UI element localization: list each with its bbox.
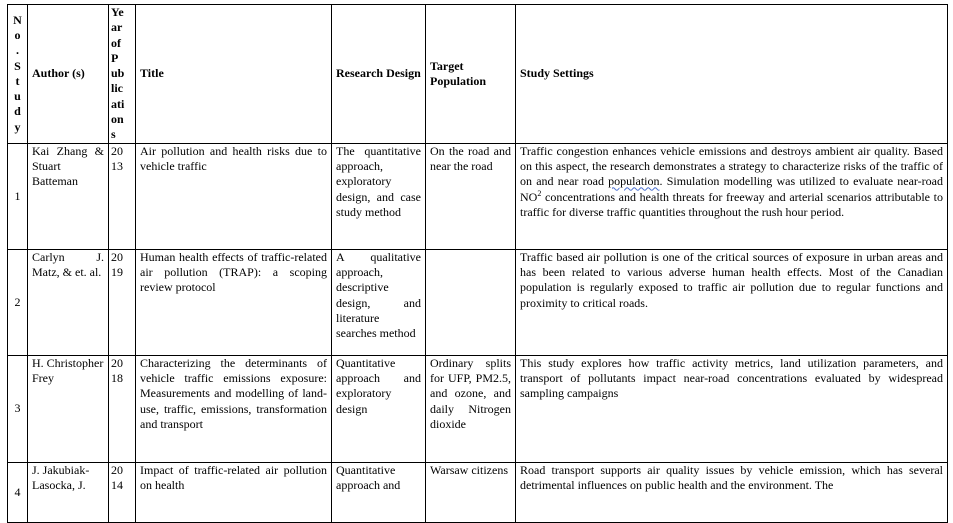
year-part: 19 xyxy=(111,264,123,279)
year-part: 18 xyxy=(111,370,123,385)
design-cell: Quantitative approach and xyxy=(332,462,426,522)
author-cell: J. Jakubiak-Lasocka, J. xyxy=(28,462,109,522)
year-part: 20 xyxy=(111,355,123,370)
header-title: Title xyxy=(136,5,332,144)
title-cell: Human health effects of traffic-related air pollution (TRAP): a scoping review protocol xyxy=(136,249,332,355)
header-no-study-char: S xyxy=(14,58,21,73)
design-cell: A qualitative approach, descriptive design, and literature searches method xyxy=(332,249,426,355)
spellcheck-word: population xyxy=(608,174,660,189)
header-year-chunk: P xyxy=(111,50,119,65)
header-year-chunk: ar xyxy=(111,20,123,35)
header-year-chunk: ati xyxy=(111,96,125,111)
population-cell: On the road and near the road xyxy=(426,143,516,249)
year-part: 20 xyxy=(111,143,123,158)
header-no-study-char: o xyxy=(14,27,21,42)
design-cell: Quantitative approach and exploratory design xyxy=(332,355,426,462)
study-number: 1 xyxy=(8,143,28,249)
settings-text: Traffic congestion enhances vehicle emissions and destroys ambient air quality. Based on this aspect, the research demonstrates a strategy to characterize risks of the traffic of on and near road xyxy=(520,143,943,189)
header-year-chunk: of xyxy=(111,35,121,50)
population-cell: Warsaw citizens xyxy=(426,462,516,522)
year-cell xyxy=(109,355,136,462)
header-year-chunk: lic xyxy=(111,81,123,96)
study-number: 2 xyxy=(8,249,28,355)
header-year-chunk: s xyxy=(111,127,116,142)
header-target-population: Target Population xyxy=(426,5,516,144)
author-cell: Kai Zhang & Stuart Batteman xyxy=(28,143,109,249)
header-no-study-char: u xyxy=(14,89,21,104)
header-no-study-char: t xyxy=(15,73,20,88)
year-cell xyxy=(109,143,136,249)
settings-cell: Traffic based air pollution is one of the critical sources of exposure in urban areas and has been related to various adverse human health effects. Most of the Canadian population is regularly exposed to traffic air pollution due to regular functions and proximity to critical roads. xyxy=(516,249,948,355)
design-cell: The quantitative approach, exploratory design, and case study method xyxy=(332,143,426,249)
population-cell xyxy=(426,249,516,355)
year-part: 20 xyxy=(111,249,123,264)
header-no-study-char: N xyxy=(13,12,22,27)
header-no-study-char: . xyxy=(16,43,19,58)
header-no-study-char: d xyxy=(14,104,21,119)
settings-cell: Road transport supports air quality issues by vehicle emission, which has several detrimental influences on public health and the environment. The xyxy=(516,462,948,522)
header-no-study-char: y xyxy=(14,119,21,134)
title-cell: Impact of traffic-related air pollution on health xyxy=(136,462,332,522)
year-part: 14 xyxy=(111,477,123,492)
table-row xyxy=(8,355,948,462)
title-cell: Characterizing the determinants of vehicle traffic emissions exposure: Measurements and modelling of land-use, traffic, emissions, transformation and transport xyxy=(136,355,332,462)
header-year xyxy=(109,5,136,144)
header-author: Author (s) xyxy=(28,5,109,144)
population-cell: Ordinary splits for UFP, PM2.5, and ozone, and daily Nitrogen dioxide xyxy=(426,355,516,462)
superscript: 2 xyxy=(537,188,542,198)
study-number: 3 xyxy=(8,355,28,462)
author-cell: H. Christopher Frey xyxy=(28,355,109,462)
table-row xyxy=(8,143,948,249)
literature-review-table xyxy=(7,4,948,523)
title-cell: Air pollution and health risks due to vehicle traffic xyxy=(136,143,332,249)
header-year-chunk: ub xyxy=(111,66,125,81)
table-row xyxy=(8,462,948,522)
settings-text: . Simulation modelling was utilized to evaluate near-road NO xyxy=(520,174,944,204)
settings-text: concentrations and health threats for freeway and arterial scenarios attributable to traffic for diverse traffic quantities throughout the rush hour period. xyxy=(520,189,943,219)
header-year-chunk: Ye xyxy=(111,5,124,19)
study-number: 4 xyxy=(8,462,28,522)
year-part: 20 xyxy=(111,462,123,477)
header-year-chunk: on xyxy=(111,112,124,127)
header-study-settings: Study Settings xyxy=(516,5,948,144)
year-cell xyxy=(109,249,136,355)
settings-cell xyxy=(516,143,948,249)
table-row xyxy=(8,249,948,355)
header-no-study xyxy=(8,5,28,144)
year-part: 13 xyxy=(111,158,123,173)
header-row xyxy=(8,5,948,144)
author-cell: Carlyn J. Matz, & et. al. xyxy=(28,249,109,355)
settings-cell: This study explores how traffic activity metrics, land utilization parameters, and transport of pollutants impact near-road concentrations evaluated by widespread sampling campaigns xyxy=(516,355,948,462)
header-research-design: Research Design xyxy=(332,5,426,144)
year-cell xyxy=(109,462,136,522)
